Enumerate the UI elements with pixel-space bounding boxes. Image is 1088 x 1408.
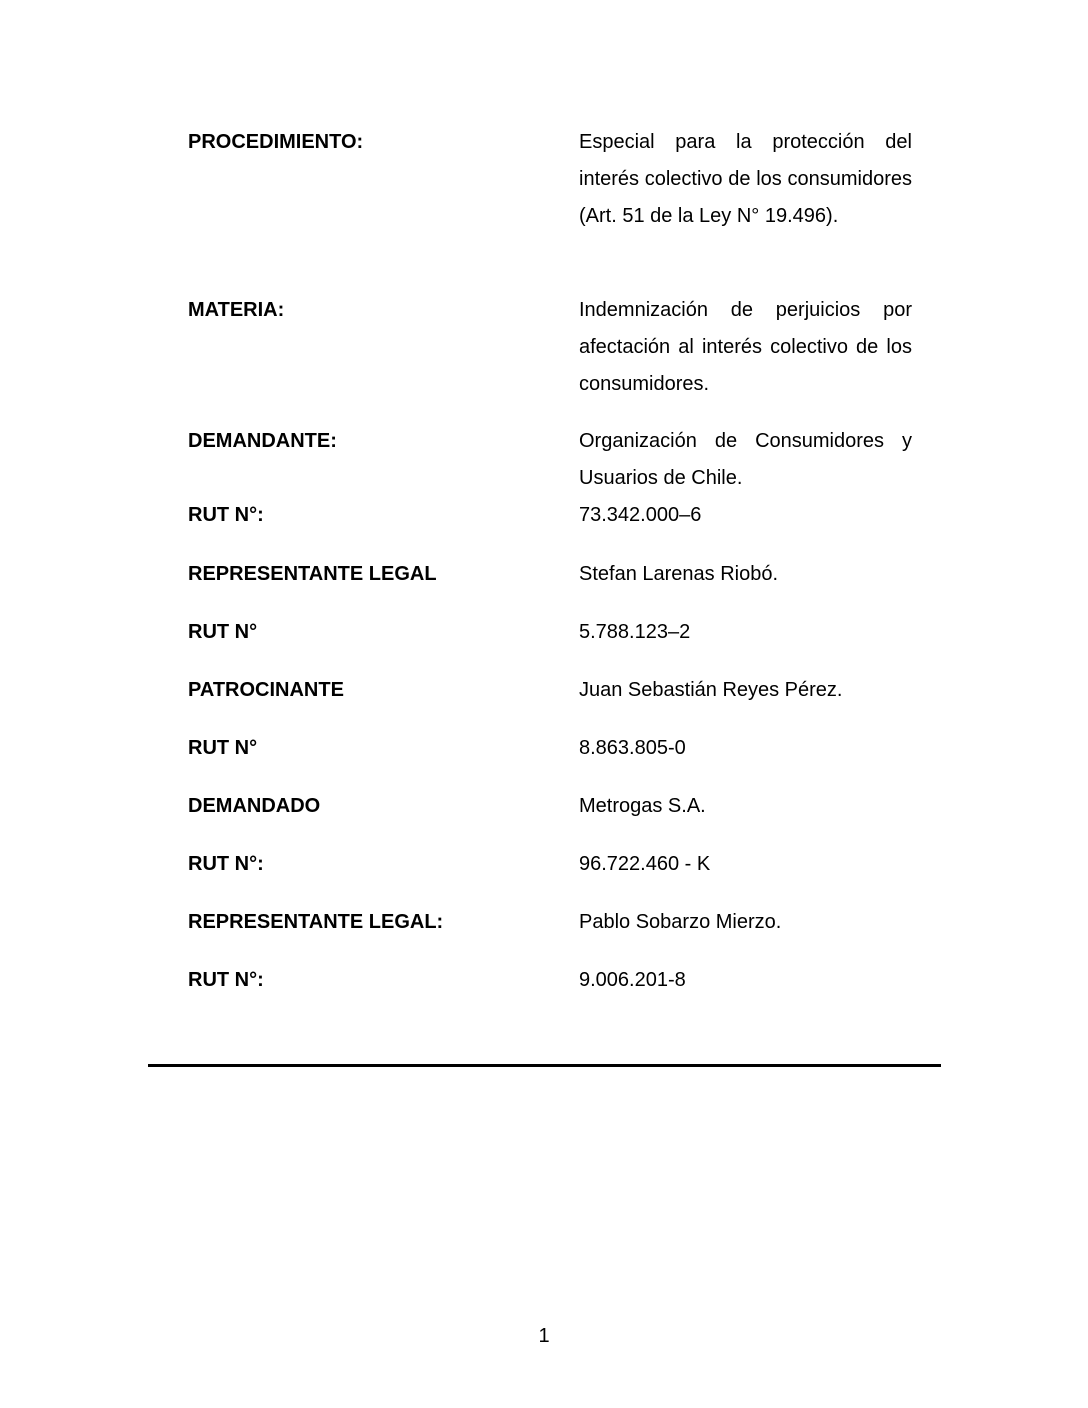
- field-label: RUT N°: [188, 621, 258, 643]
- field-label: RUT N°:: [188, 504, 264, 526]
- field-value: 96.722.460 - K: [579, 853, 711, 875]
- field-value: Juan Sebastián Reyes Pérez.: [579, 679, 843, 701]
- field-label: MATERIA:: [188, 299, 285, 321]
- field-label: RUT N°:: [188, 853, 264, 875]
- field-value: Especial para la protección del interés colectivo de los consumidores (Art. 51 de la Ley N° 19.496).: [579, 131, 912, 227]
- field-value: Pablo Sobarzo Mierzo.: [579, 911, 782, 933]
- field-value: Indemnización de perjuicios por afectación al interés colectivo de los consumidores.: [579, 299, 912, 395]
- field-value: 9.006.201-8: [579, 969, 686, 991]
- field-value: Metrogas S.A.: [579, 795, 706, 817]
- field-value: 5.788.123–2: [579, 621, 691, 643]
- field-label: PATROCINANTE: [188, 679, 344, 701]
- field-value: 73.342.000–6: [579, 504, 702, 526]
- field-value: Organización de Consumidores y Usuarios de Chile.: [579, 430, 912, 489]
- field-label: PROCEDIMIENTO:: [188, 131, 364, 153]
- horizontal-rule: [148, 1064, 941, 1067]
- field-label: RUT N°:: [188, 969, 264, 991]
- field-label: RUT N°: [188, 737, 258, 759]
- field-value: Stefan Larenas Riobó.: [579, 563, 779, 585]
- field-label: DEMANDANTE:: [188, 430, 337, 452]
- field-label: REPRESENTANTE LEGAL:: [188, 911, 444, 933]
- field-label: DEMANDADO: [188, 795, 321, 817]
- field-label: REPRESENTANTE LEGAL: [188, 563, 437, 585]
- page-number: 1: [538, 1325, 550, 1347]
- field-value: 8.863.805-0: [579, 737, 686, 759]
